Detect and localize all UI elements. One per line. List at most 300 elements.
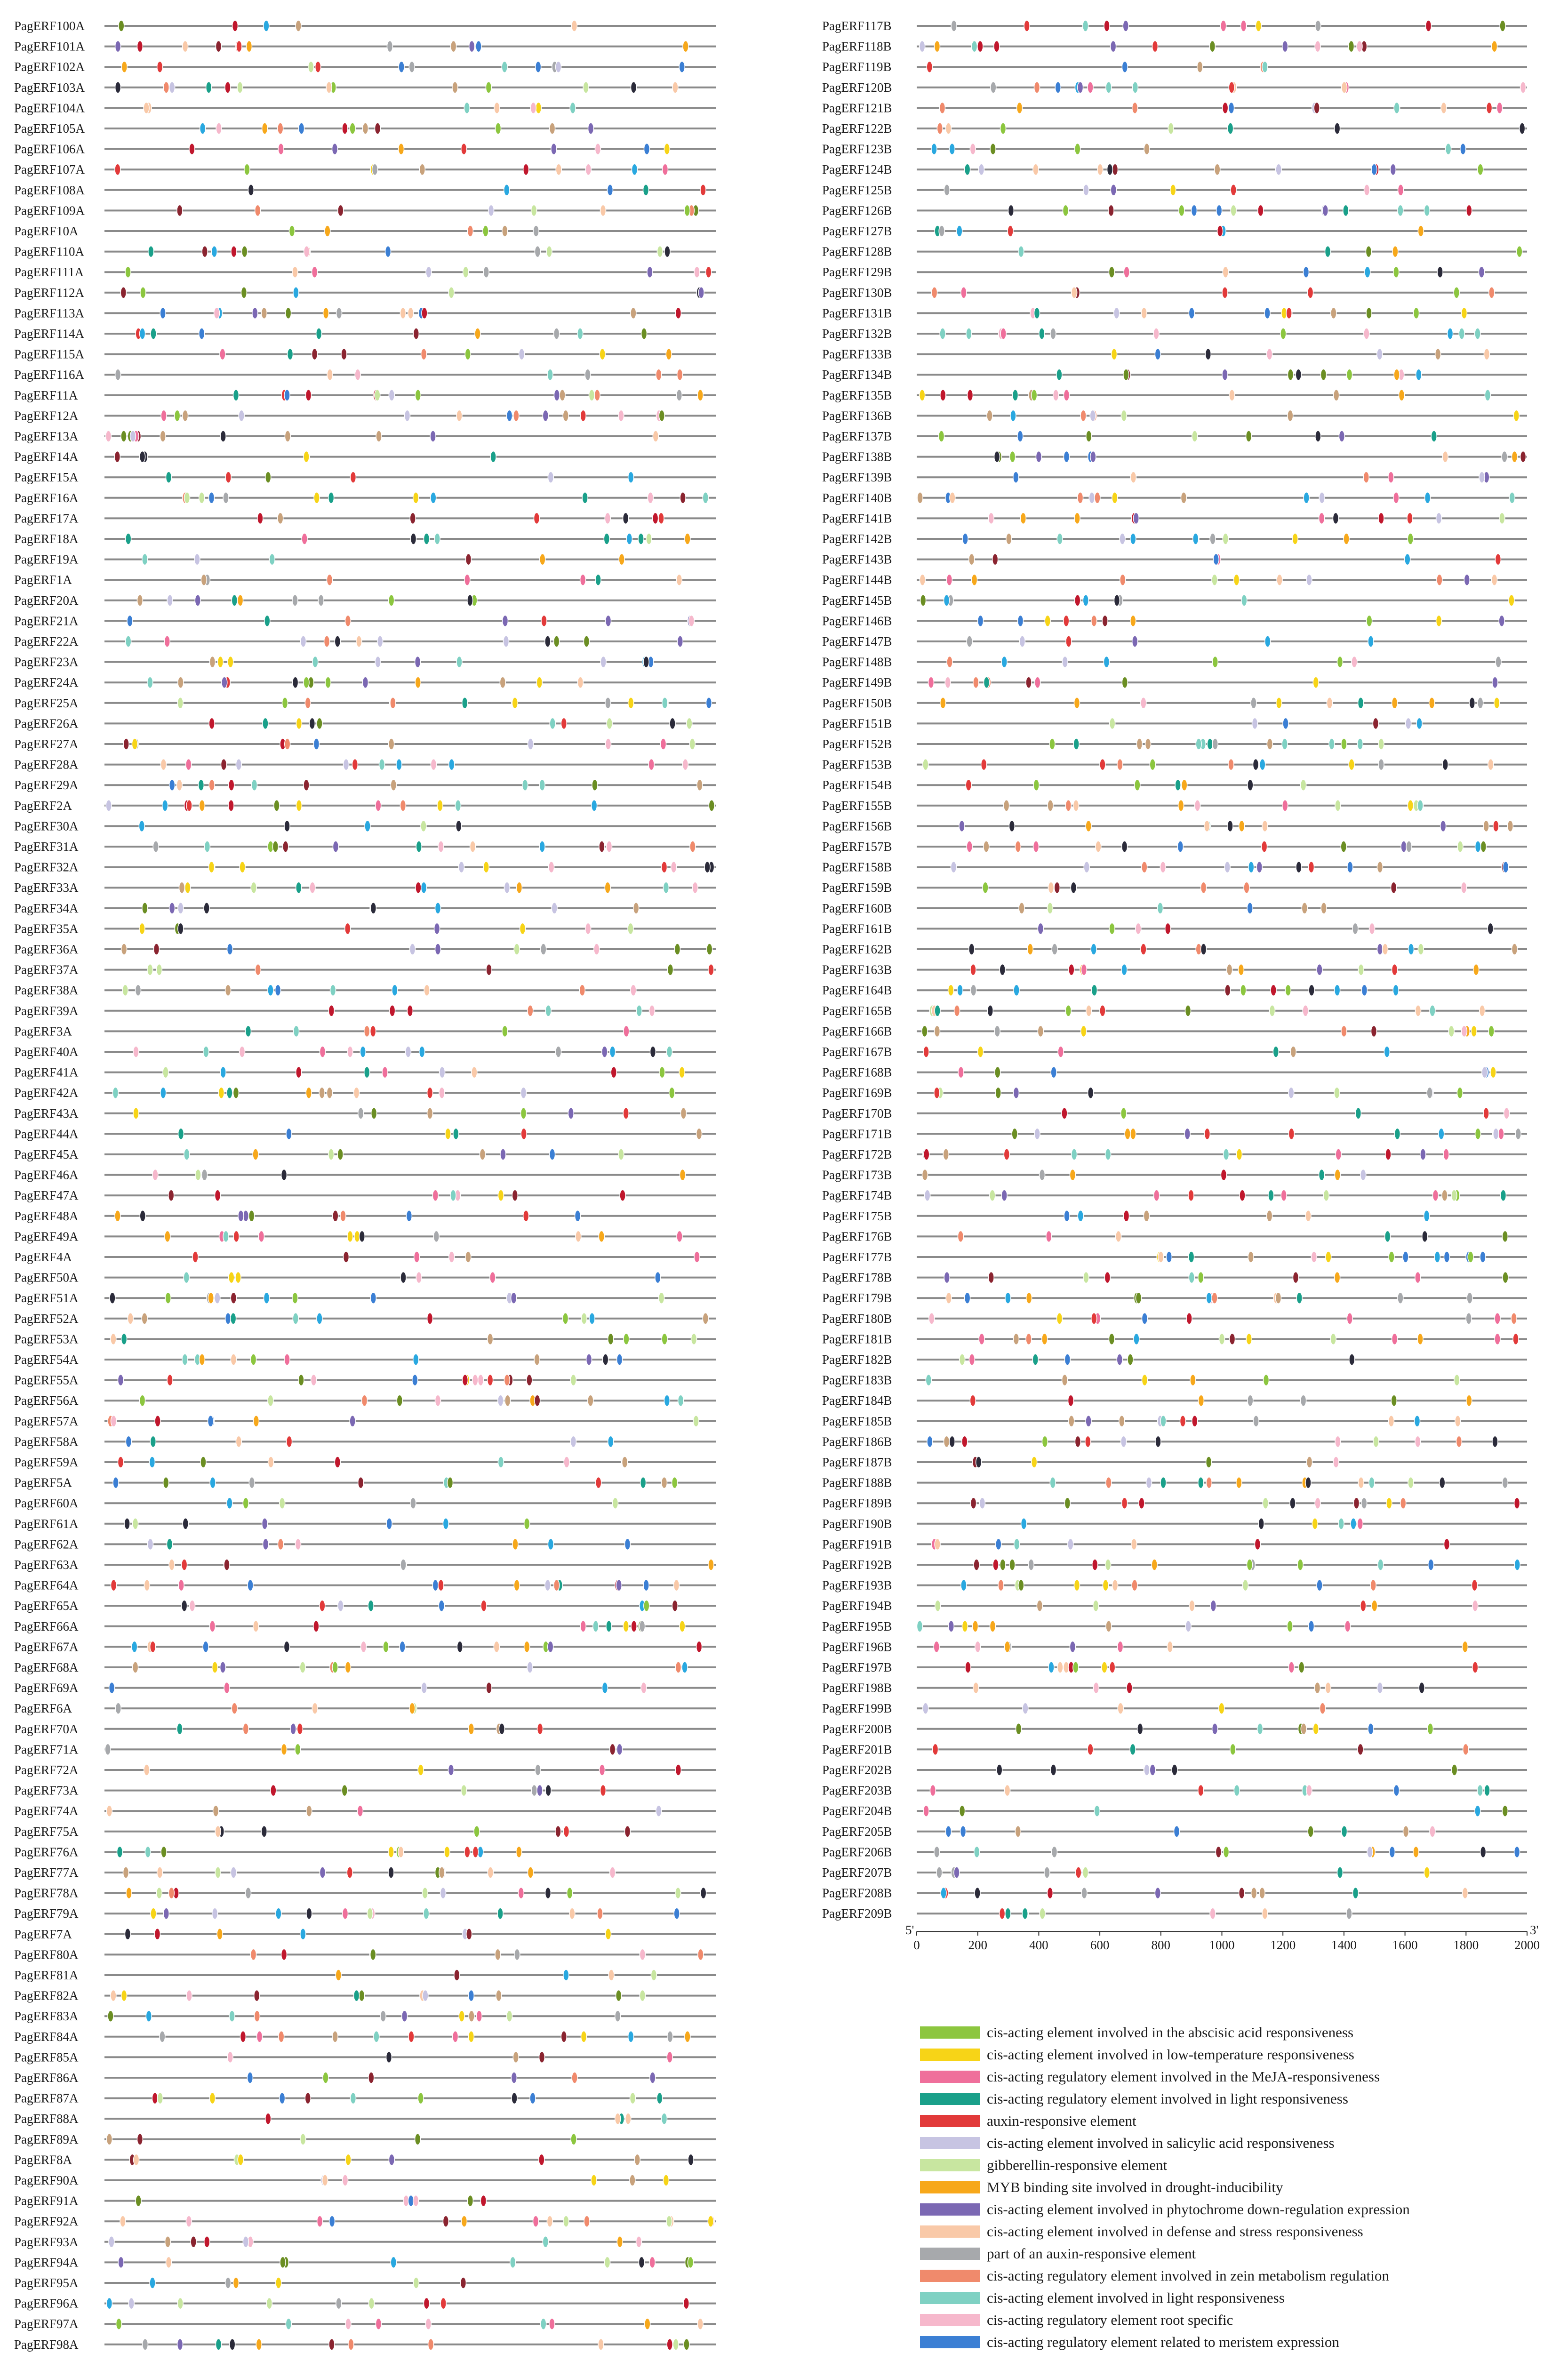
cis-element-mark [1024, 20, 1030, 32]
gene-label: PagERF48A [14, 1209, 79, 1223]
cis-element-mark [496, 123, 501, 134]
gene-row [822, 1332, 1527, 1346]
cis-element-mark [278, 144, 284, 155]
cis-element-mark [1240, 984, 1246, 996]
cis-element-mark [399, 144, 404, 155]
gene-label: PagERF143B [822, 552, 892, 567]
cis-element-mark [161, 1846, 167, 1857]
cis-element-mark [555, 1826, 561, 1837]
gene-label: PagERF83A [14, 2009, 79, 2024]
cis-element-mark [169, 82, 175, 93]
cis-element-mark [424, 1908, 429, 1919]
cis-element-mark [1142, 1313, 1147, 1324]
cis-element-mark [216, 41, 221, 52]
cis-element-mark [320, 1867, 325, 1878]
gene-label: PagERF166B [822, 1024, 892, 1039]
cis-element-mark [1109, 1333, 1114, 1345]
cis-element-mark [142, 903, 148, 914]
cis-element-mark [413, 2195, 419, 2207]
cis-element-mark [120, 287, 126, 298]
cis-element-mark [1351, 1518, 1356, 1529]
cis-element-mark [1475, 841, 1481, 852]
cis-element-mark [534, 1354, 540, 1365]
cis-element-mark [685, 2031, 690, 2042]
gene-label: PagERF198B [822, 1681, 892, 1695]
cis-element-mark [1320, 369, 1326, 380]
cis-element-mark [1282, 738, 1288, 750]
cis-element-mark [166, 472, 172, 483]
cis-element-mark [150, 1641, 156, 1652]
cis-element-mark [443, 1518, 448, 1529]
cis-element-mark [285, 431, 290, 442]
cis-element-mark [156, 964, 162, 976]
cis-element-mark [1484, 349, 1489, 360]
cis-element-mark [233, 1231, 239, 1242]
cis-element-mark [561, 718, 567, 729]
cis-element-mark [631, 82, 637, 93]
cis-element-mark [628, 2031, 634, 2042]
cis-element-mark [636, 1005, 642, 1016]
cis-element-mark [1494, 697, 1500, 709]
cis-element-mark [156, 1888, 162, 1899]
cis-element-mark [464, 1846, 470, 1857]
cis-element-mark [380, 2010, 386, 2022]
gene-label: PagERF92A [14, 2214, 79, 2229]
gene-label: PagERF78A [14, 1886, 79, 1900]
cis-element-mark [570, 1436, 576, 1447]
cis-element-mark [1064, 1497, 1070, 1509]
cis-element-mark [1048, 1662, 1054, 1673]
cis-element-mark [127, 615, 133, 626]
cis-element-mark [391, 779, 396, 791]
cis-element-mark [122, 984, 128, 996]
cis-element-mark [361, 1641, 367, 1652]
cis-element-mark [1454, 1375, 1460, 1386]
gene-row [14, 819, 716, 833]
cis-element-mark [1236, 1149, 1242, 1160]
cis-element-mark [645, 2318, 650, 2329]
gene-row [14, 1127, 716, 1141]
cis-element-mark [1442, 1190, 1448, 1201]
cis-element-mark [1344, 533, 1349, 544]
gene-row [822, 491, 1527, 505]
cis-element-mark [685, 533, 690, 544]
cis-element-mark [1083, 595, 1088, 606]
cis-element-mark [1023, 1703, 1028, 1714]
gene-label: PagERF25A [14, 696, 79, 710]
cis-element-mark [1227, 964, 1232, 976]
cis-element-mark [1304, 492, 1309, 504]
cis-element-mark [284, 390, 290, 401]
cis-element-mark [345, 2318, 351, 2329]
cis-element-mark [965, 1292, 970, 1304]
cis-element-mark [396, 759, 402, 770]
cis-element-mark [984, 841, 989, 852]
gene-row [822, 1455, 1527, 1469]
cis-element-mark [406, 1210, 412, 1222]
cis-element-mark [165, 1231, 170, 1242]
cis-element-mark [577, 328, 583, 339]
cis-element-mark [630, 2093, 636, 2104]
cis-element-mark [1136, 738, 1142, 750]
gene-label: PagERF79A [14, 1906, 79, 1921]
cis-element-mark [343, 2175, 348, 2186]
cis-element-mark [1394, 102, 1400, 113]
gene-row [822, 799, 1527, 813]
gene-label: PagERF157B [822, 840, 892, 854]
gene-row [14, 1455, 716, 1469]
cis-element-mark [177, 205, 183, 216]
cis-element-mark [1353, 1888, 1359, 1899]
cis-element-mark [972, 41, 977, 52]
cis-element-mark [459, 862, 464, 873]
cis-element-mark [240, 2031, 246, 2042]
cis-element-mark [178, 1128, 184, 1139]
cis-element-mark [625, 1538, 631, 1550]
cis-element-mark [210, 1477, 216, 1489]
cis-element-mark [1301, 1395, 1306, 1406]
gene-row [14, 1332, 716, 1346]
gene-label: PagERF169B [822, 1086, 892, 1100]
cis-element-mark [355, 369, 360, 380]
gene-row [14, 1291, 716, 1305]
cis-element-mark [1296, 369, 1301, 380]
gene-label: PagERF176B [822, 1229, 892, 1244]
cis-element-mark [1335, 123, 1340, 134]
cis-element-mark [386, 1518, 392, 1529]
cis-element-mark [309, 718, 315, 729]
cis-element-mark [1512, 944, 1517, 955]
cis-element-mark [1392, 246, 1398, 257]
legend-swatch [920, 2203, 980, 2216]
cis-element-mark [400, 307, 406, 319]
cis-element-mark [448, 1764, 454, 1776]
cis-element-mark [1090, 451, 1096, 463]
cis-element-mark [167, 1538, 172, 1550]
cis-element-mark [1247, 903, 1253, 914]
cis-element-mark [1273, 1046, 1279, 1057]
cis-element-mark [624, 1333, 629, 1345]
cis-element-mark [682, 759, 688, 770]
cis-element-mark [1333, 1457, 1339, 1468]
cis-element-mark [199, 800, 205, 811]
cis-element-mark [1221, 20, 1226, 32]
cis-element-mark [278, 1538, 283, 1550]
cis-element-mark [140, 451, 145, 463]
cis-element-mark [163, 1067, 168, 1078]
cis-element-mark [162, 800, 168, 811]
cis-element-mark [1201, 944, 1207, 955]
cis-element-mark [246, 1888, 251, 1899]
cis-element-mark [708, 2216, 713, 2227]
cis-element-mark [345, 923, 351, 934]
cis-element-mark [516, 1846, 522, 1857]
cis-element-mark [625, 1826, 631, 1837]
cis-element-mark [293, 287, 299, 298]
gene-row [822, 1065, 1527, 1080]
cis-element-mark [461, 2216, 467, 2227]
cis-element-mark [1234, 1785, 1240, 1796]
gene-label: PagERF145B [822, 593, 892, 608]
cis-element-mark [605, 697, 611, 709]
cis-element-mark [387, 41, 392, 52]
cis-element-mark [308, 61, 314, 72]
cis-element-mark [1062, 656, 1068, 668]
cis-element-mark [1158, 903, 1163, 914]
cis-element-mark [154, 1929, 160, 1940]
cis-element-mark [704, 862, 710, 873]
cis-element-mark [486, 1682, 492, 1694]
cis-element-mark [1386, 1497, 1392, 1509]
cis-element-mark [186, 2216, 192, 2227]
cis-element-mark [421, 820, 426, 832]
gene-row [14, 491, 716, 505]
cis-element-mark [333, 1210, 338, 1222]
gene-label: PagERF12A [14, 408, 79, 423]
cis-element-mark [583, 82, 589, 93]
gene-row [822, 1578, 1527, 1593]
cis-element-mark [644, 144, 649, 155]
cis-element-mark [1131, 1538, 1137, 1550]
cis-element-mark [262, 1518, 268, 1529]
cis-element-mark [1418, 944, 1424, 955]
cis-element-mark [1378, 512, 1384, 524]
cis-element-mark [977, 41, 983, 52]
cis-element-mark [948, 1621, 954, 1632]
cis-element-mark [707, 944, 712, 955]
cis-element-mark [227, 1087, 232, 1098]
cis-element-mark [1239, 820, 1245, 832]
cis-element-mark [563, 2216, 569, 2227]
cis-element-mark [1064, 1210, 1070, 1222]
gene-row [14, 162, 716, 176]
cis-element-mark [536, 102, 541, 113]
cis-element-mark [663, 2175, 669, 2186]
cis-element-mark [133, 1518, 138, 1529]
cis-element-mark [541, 2318, 546, 2329]
cis-element-mark [183, 41, 188, 52]
cis-element-mark [514, 944, 520, 955]
cis-element-mark [1495, 1313, 1500, 1324]
gene-row [822, 245, 1527, 259]
cis-element-mark [264, 20, 269, 32]
cis-element-mark [639, 2257, 644, 2268]
gene-row [14, 2173, 716, 2187]
cis-element-mark [364, 1025, 370, 1037]
cis-element-mark [1091, 615, 1097, 626]
gene-row [14, 1024, 716, 1038]
cis-element-mark [408, 307, 414, 319]
cis-element-mark [998, 1580, 1004, 1591]
cis-element-mark [1005, 1785, 1010, 1796]
cis-element-mark [1065, 1005, 1071, 1016]
cis-element-mark [438, 1580, 444, 1591]
cis-element-mark [504, 1375, 510, 1386]
gene-row [14, 1188, 716, 1202]
gene-row [822, 306, 1527, 320]
cis-element-mark [603, 1354, 608, 1365]
cis-element-mark [1370, 1580, 1376, 1591]
cis-element-mark [524, 1518, 530, 1529]
gene-label: PagERF33A [14, 880, 79, 895]
cis-element-mark [1440, 820, 1446, 832]
gene-label: PagERF10A [14, 224, 79, 238]
cis-element-mark [1263, 1497, 1268, 1509]
cis-element-mark [504, 184, 510, 196]
gene-label: PagERF208B [822, 1886, 892, 1900]
cis-element-mark [1434, 1251, 1440, 1263]
cis-element-mark [1490, 1067, 1496, 1078]
cis-element-mark [1047, 903, 1053, 914]
cis-element-mark [1482, 1067, 1488, 1078]
gene-label: PagERF181B [822, 1332, 892, 1346]
cis-element-mark [1207, 738, 1213, 750]
gene-label: PagERF128B [822, 244, 892, 259]
legend-label: cis-acting element involved in salicylic acid responsiveness [987, 2135, 1335, 2151]
cis-element-mark [502, 1025, 508, 1037]
gene-label: PagERF54A [14, 1353, 79, 1367]
gene-row [822, 758, 1527, 772]
gene-label: PagERF130B [822, 285, 892, 300]
cis-element-mark [1479, 472, 1485, 483]
cis-element-mark [1042, 1333, 1048, 1345]
cis-element-mark [462, 1375, 468, 1386]
cis-element-mark [1255, 1538, 1260, 1550]
cis-element-mark [392, 984, 398, 996]
cis-element-mark [209, 779, 215, 791]
cis-element-mark [992, 554, 998, 565]
cis-element-mark [312, 349, 318, 360]
gene-row [14, 1434, 716, 1449]
cis-element-mark [413, 328, 419, 339]
cis-element-mark [586, 1354, 592, 1365]
cis-element-mark [1492, 677, 1498, 688]
cis-element-mark [405, 410, 410, 421]
cis-element-mark [1209, 41, 1215, 52]
cis-element-mark [1000, 964, 1005, 976]
legend-swatch [920, 2336, 980, 2348]
cis-element-mark [1106, 1477, 1112, 1489]
gene-label: PagERF16A [14, 490, 79, 505]
cis-element-mark [1073, 1662, 1079, 1673]
gene-row [14, 183, 716, 197]
cis-element-mark [1504, 1108, 1510, 1119]
cis-element-mark [550, 718, 555, 729]
cis-element-mark [1507, 820, 1513, 832]
cis-element-mark [1331, 307, 1336, 319]
cis-element-mark [631, 307, 636, 319]
cis-element-mark [470, 841, 476, 852]
gene-row [14, 470, 716, 484]
cis-element-mark [934, 1087, 940, 1098]
gene-row [822, 1496, 1527, 1510]
gene-row [822, 1845, 1527, 1859]
cis-element-mark [655, 1272, 661, 1283]
cis-element-mark [545, 1888, 551, 1899]
cis-element-mark [1223, 533, 1228, 544]
cis-element-mark [941, 1888, 946, 1899]
cis-element-mark [1009, 820, 1015, 832]
cis-element-mark [669, 1087, 675, 1098]
cis-element-mark [1305, 1210, 1311, 1222]
cis-element-mark [1064, 615, 1069, 626]
cis-element-mark [1292, 533, 1298, 544]
cis-element-mark [145, 1846, 151, 1857]
cis-element-mark [185, 882, 191, 893]
cis-element-mark [220, 349, 225, 360]
gene-row [14, 716, 716, 730]
gene-label: PagERF41A [14, 1065, 79, 1080]
cis-element-mark [1259, 1888, 1265, 1899]
cis-element-mark [483, 862, 489, 873]
cis-element-mark [1317, 964, 1322, 976]
cis-element-mark [617, 2236, 623, 2248]
cis-element-mark [675, 307, 681, 319]
cis-element-mark [225, 2277, 231, 2289]
gene-row [14, 306, 716, 320]
cis-element-mark [551, 144, 557, 155]
cis-element-mark [1302, 903, 1307, 914]
gene-row [14, 593, 716, 608]
cis-element-mark [163, 1477, 169, 1489]
cis-element-mark [569, 1908, 575, 1919]
cis-element-mark [330, 984, 336, 996]
cis-element-mark [136, 984, 141, 996]
cis-element-mark [1228, 759, 1234, 770]
gene-row [822, 532, 1527, 546]
cis-element-mark [1117, 1354, 1122, 1365]
cis-element-mark [1296, 1292, 1302, 1304]
cis-element-mark [374, 2031, 379, 2042]
tick-label: 2000 [1514, 1938, 1540, 1953]
cis-element-mark [683, 2298, 689, 2309]
cis-element-mark [682, 1662, 688, 1673]
gene-row [14, 552, 716, 567]
gene-row [822, 1086, 1527, 1100]
cis-element-mark [279, 2031, 284, 2042]
cis-element-mark [223, 492, 229, 504]
cis-element-mark [1499, 512, 1505, 524]
cis-element-mark [1046, 1231, 1052, 1242]
cis-element-mark [680, 492, 686, 504]
cis-element-mark [1120, 574, 1126, 585]
cis-element-mark [1133, 512, 1139, 524]
cis-element-mark [1108, 205, 1114, 216]
cis-element-mark [1391, 882, 1397, 893]
cis-element-mark [1150, 1764, 1155, 1776]
cis-element-mark [405, 1046, 411, 1057]
cis-element-mark [357, 1805, 363, 1817]
cis-element-mark [278, 512, 283, 524]
cis-element-mark [1167, 1641, 1173, 1652]
legend-item [920, 2135, 1335, 2151]
cis-element-mark [263, 1538, 269, 1550]
cis-element-mark [674, 944, 680, 955]
gene-label: PagERF161B [822, 921, 892, 936]
cis-element-mark [1454, 287, 1459, 298]
cis-element-mark [675, 1764, 681, 1776]
cis-element-mark [1096, 841, 1101, 852]
cis-element-mark [367, 1908, 373, 1919]
cis-element-mark [313, 1621, 319, 1632]
cis-element-mark [249, 1477, 255, 1489]
gene-row [14, 1947, 716, 1961]
cis-element-mark [261, 307, 267, 319]
gene-row [14, 101, 716, 115]
cis-element-mark [564, 1457, 569, 1468]
cis-element-mark [151, 1908, 156, 1919]
cis-element-mark [217, 656, 223, 668]
